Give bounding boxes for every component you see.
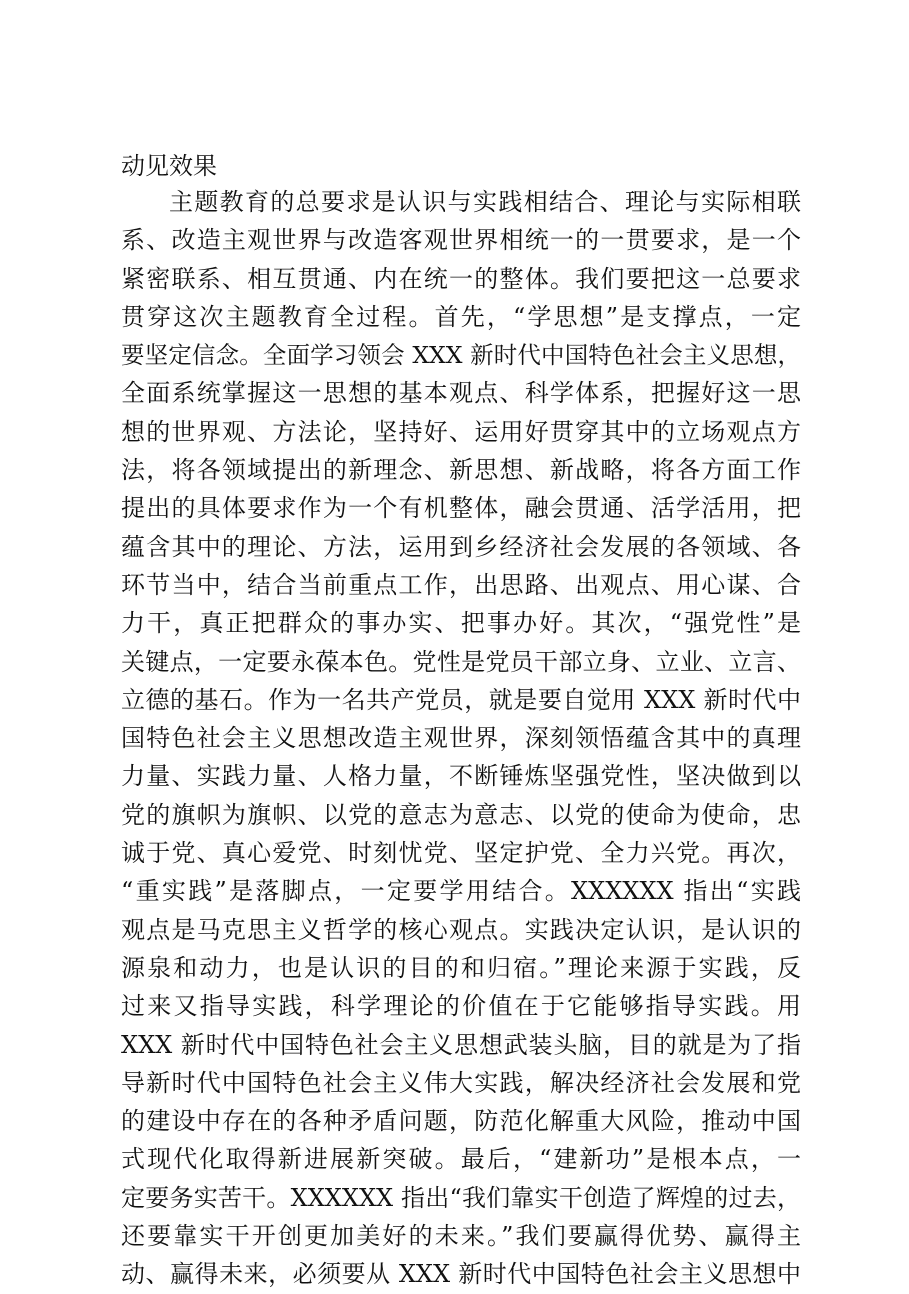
text-line: 蕴含其中的理论、方法，运用到乡经济社会发展的各领域、各 [121, 532, 801, 561]
text-line: 导新时代中国特色社会主义伟大实践，解决经济社会发展和党 [121, 1068, 801, 1097]
text-line: XXX 新时代中国特色社会主义思想武装头脑，目的就是为了指 [121, 1030, 801, 1059]
body-paragraph [121, 183, 801, 1294]
text-line: 立德的基石。作为一名共产党员，就是要自觉用 XXX 新时代中 [121, 685, 801, 714]
text-line: 还要靠实干开创更加美好的未来。”我们要赢得优势、赢得主 [121, 1222, 801, 1251]
text-line: 要坚定信念。全面学习领会 XXX 新时代中国特色社会主义思想， [121, 341, 801, 370]
text-line: 诚于党、真心爱党、时刻忧党、坚定护党、全力兴党。再次， [121, 839, 801, 868]
text-line: 环节当中，结合当前重点工作，出思路、出观点、用心谋、合 [121, 570, 801, 599]
text-line: 式现代化取得新进展新突破。最后，“建新功”是根本点，一 [121, 1145, 801, 1174]
text-line: 主题教育的总要求是认识与实践相结合、理论与实际相联 [169, 188, 801, 216]
text-line: 过来又指导实践，科学理论的价值在于它能够指导实践。用 [121, 992, 801, 1021]
text-line: 紧密联系、相互贯通、内在统一的整体。我们要把这一总要求 [121, 264, 801, 293]
text-line: 定要务实苦干。XXXXXX 指出“我们靠实干创造了辉煌的过去， [121, 1183, 801, 1212]
section-heading: 动见效果 [121, 152, 217, 180]
text-line: 系、改造主观世界与改造客观世界相统一的一贯要求，是一个 [121, 226, 801, 255]
text-line: 党的旗帜为旗帜、以党的意志为意志、以党的使命为使命，忠 [121, 800, 801, 829]
text-line: 力干，真正把群众的事办实、把事办好。其次，“强党性”是 [121, 609, 801, 638]
text-line: 贯穿这次主题教育全过程。首先，“学思想”是支撑点，一定 [121, 302, 801, 331]
text-line: 法，将各领域提出的新理念、新思想、新战略，将各方面工作 [121, 456, 801, 485]
text-line: 动、赢得未来，必须要从 XXX 新时代中国特色社会主义思想中 [121, 1260, 801, 1289]
text-line: 源泉和动力，也是认识的目的和归宿。”理论来源于实践，反 [121, 953, 801, 982]
text-line: 力量、实践力量、人格力量，不断锤炼坚强党性，坚决做到以 [121, 762, 801, 791]
text-line: 想的世界观、方法论，坚持好、运用好贯穿其中的立场观点方 [121, 417, 801, 446]
text-line: 的建设中存在的各种矛盾问题，防范化解重大风险，推动中国 [121, 1107, 801, 1136]
text-line: 关键点，一定要永葆本色。党性是党员干部立身、立业、立言、 [121, 647, 801, 676]
text-line: 国特色社会主义思想改造主观世界，深刻领悟蕴含其中的真理 [121, 724, 801, 753]
text-line: “重实践”是落脚点，一定要学用结合。XXXXXX 指出“实践 [121, 877, 801, 906]
text-line: 观点是马克思主义哲学的核心观点。实践决定认识，是认识的 [121, 915, 801, 944]
text-line: 提出的具体要求作为一个有机整体，融会贯通、活学活用，把 [121, 494, 801, 523]
text-line: 全面系统掌握这一思想的基本观点、科学体系，把握好这一思 [121, 379, 801, 408]
